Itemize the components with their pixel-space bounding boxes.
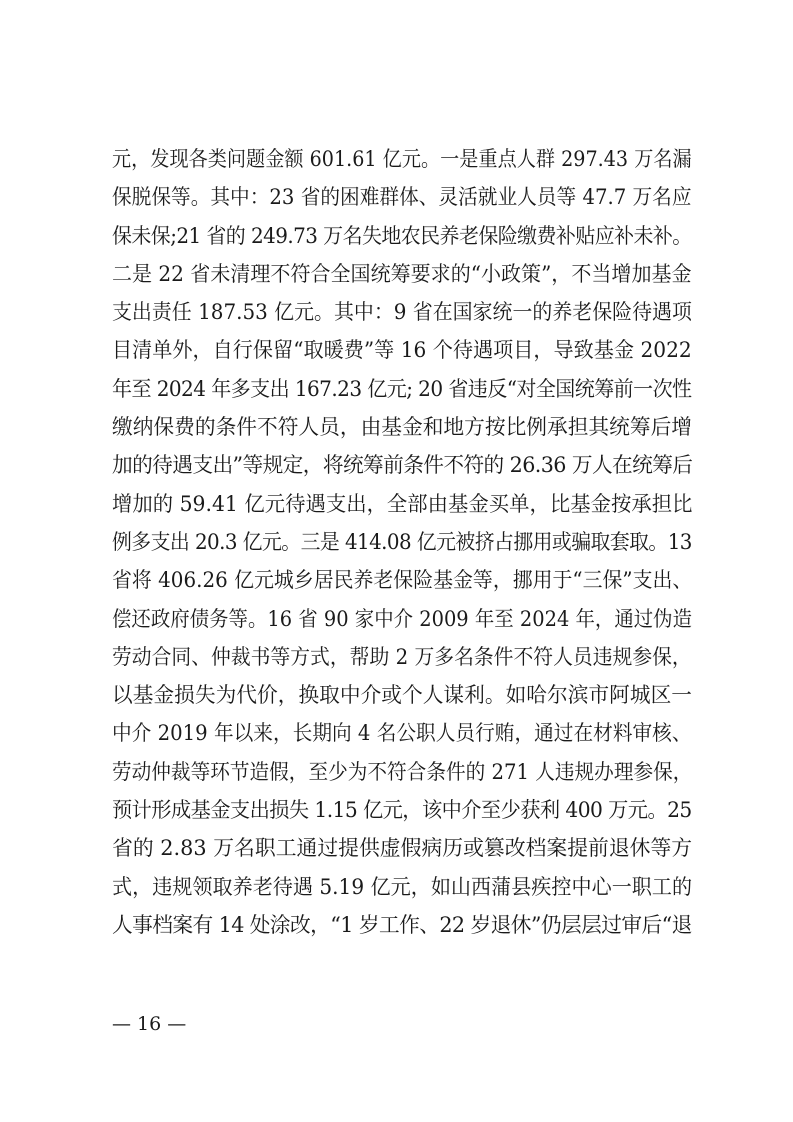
text-line: 增加的 59.41 亿元待遇支出，全部由基金买单，比基金按承担比 [112, 491, 693, 516]
text-line: 劳动合同、仲裁书等方式，帮助 2 万多名条件不符人员违规参保， [112, 644, 692, 669]
text-line: 偿还政府债务等。16 省 90 家中介 2009 年至 2024 年，通过伪造 [112, 606, 693, 631]
text-line: 保未保;21 省的 249.73 万名失地农民养老保险缴费补贴应补未补。 [112, 223, 692, 248]
body-text [112, 140, 693, 944]
text-line: 年至 2024 年多支出 167.23 亿元; 20 省违反“对全国统筹前一次性 [112, 376, 692, 401]
text-line: 人事档案有 14 处涂改，“1 岁工作、22 岁退休”仍层层过审后“退 [112, 912, 692, 937]
page-number: — 16 — [112, 1013, 187, 1035]
text-line: 例多支出 20.3 亿元。三是 414.08 亿元被挤占挪用或骗取套取。13 [112, 529, 692, 554]
text-line: 劳动仲裁等环节造假，至少为不符合条件的 271 人违规办理参保， [112, 759, 693, 784]
text-line: 预计形成基金支出损失 1.15 亿元，该中介至少获利 400 万元。25 [112, 798, 692, 823]
text-line: 以基金损失为代价，换取中介或个人谋利。如哈尔滨市阿城区一 [112, 683, 693, 708]
text-line: 加的待遇支出”等规定，将统筹前条件不符的 26.36 万人在统筹后 [112, 453, 693, 478]
text-line: 保脱保等。其中：23 省的困难群体、灵活就业人员等 47.7 万名应 [112, 185, 692, 210]
text-line: 中介 2019 年以来，长期向 4 名公职人员行贿，通过在材料审核、 [112, 721, 692, 746]
text-line: 省将 406.26 亿元城乡居民养老保险基金等，挪用于“三保”支出、 [112, 568, 693, 593]
text-line: 缴纳保费的条件不符人员，由基金和地方按比例承担其统筹后增 [112, 415, 693, 440]
text-line: 省的 2.83 万名职工通过提供虚假病历或篡改档案提前退休等方 [112, 836, 693, 861]
text-line: 目清单外，自行保留“取暖费”等 16 个待遇项目，导致基金 2022 [112, 338, 692, 363]
text-line: 元，发现各类问题金额 601.61 亿元。一是重点人群 297.43 万名漏 [112, 147, 692, 171]
text-line: 式，违规领取养老待遇 5.19 亿元，如山西蒲县疾控中心一职工的 [112, 874, 693, 899]
text-line: 支出责任 187.53 亿元。其中：9 省在国家统一的养老保险待遇项 [112, 300, 692, 325]
text-line: 二是 22 省未清理不符合全国统筹要求的“小政策”，不当增加基金 [112, 261, 692, 286]
